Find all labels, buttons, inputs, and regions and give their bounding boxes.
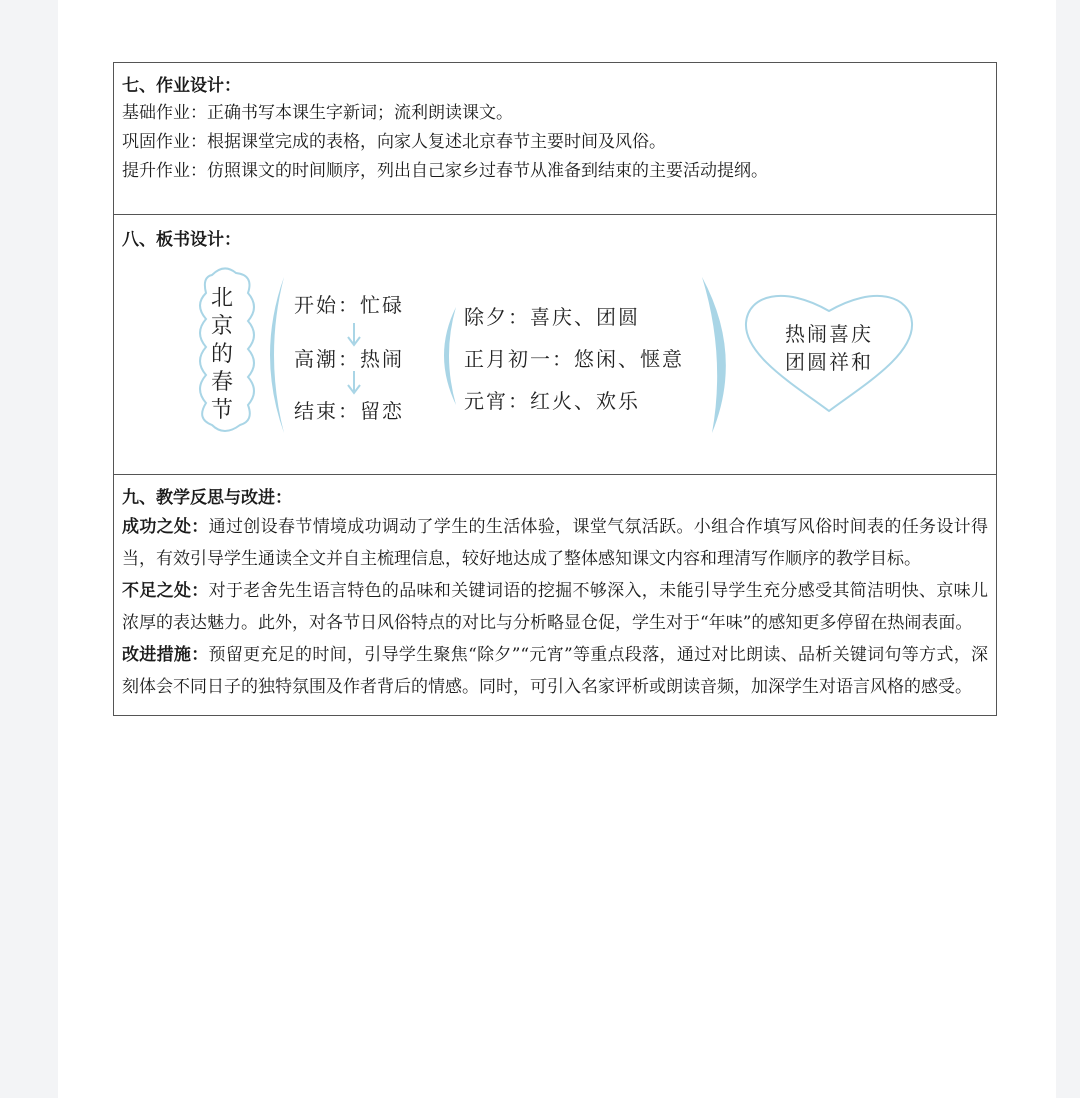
homework-basic: 基础作业：正确书写本课生字新词；流利朗读课文。 — [122, 103, 513, 123]
phase-climax: 高潮：热闹 — [294, 347, 404, 371]
success-lead: 成功之处： — [122, 517, 209, 537]
reflection-improvement — [122, 639, 988, 703]
board-design-title: 八、板书设计： — [122, 230, 241, 250]
arrow-down-icon — [348, 371, 360, 393]
topic-char: 春 — [210, 370, 233, 395]
reflection-shortcoming — [122, 575, 988, 639]
heart-line: 团圆祥和 — [785, 350, 873, 374]
success-text: 通过创设春节情境成功调动了学生的生活体验，课堂气氛活跃。小组合作填写风俗时间表的任务设计得当，有效引导学生通读全文并自主梳理信息，较好地达成了整体感知课文内容和理清写作顺序的教学目标。 — [122, 517, 989, 569]
brace-right — [702, 277, 726, 433]
topic-char: 京 — [210, 314, 233, 339]
reflection-success — [122, 511, 988, 575]
homework-advanced: 提升作业：仿照课文的时间顺序，列出自己家乡过春节从准备到结束的主要活动提纲。 — [122, 161, 768, 181]
heart-line: 热闹喜庆 — [785, 322, 873, 346]
day-eve: 除夕：喜庆、团圆 — [464, 305, 640, 329]
day-lantern: 元宵：红火、欢乐 — [464, 389, 640, 413]
improvement-lead: 改进措施： — [122, 645, 209, 665]
improvement-text: 预留更充足的时间，引导学生聚焦“除夕”“元宵”等重点段落，通过对比朗读、品析关键词句等方式，深刻体会不同日子的独特氛围及作者背后的情感。同时，可引入名家评析或朗读音频，加深学生对语言风格的感受。 — [122, 645, 989, 697]
shortcoming-lead: 不足之处： — [122, 581, 209, 601]
phase-end: 结束：留恋 — [294, 399, 404, 423]
lesson-plan-table — [113, 62, 997, 716]
topic-char: 节 — [210, 398, 233, 423]
phase-start: 开始：忙碌 — [294, 293, 404, 317]
shortcoming-text: 对于老舍先生语言特色的品味和关键词语的挖掘不够深入，未能引导学生充分感受其简洁明快、京味儿浓厚的表达魅力。此外，对各节日风俗特点的对比与分析略显仓促，学生对于“年味”的感知更多停留在热闹表面。 — [122, 581, 989, 633]
homework-title: 七、作业设计： — [122, 76, 241, 96]
day-first: 正月初一：悠闲、惬意 — [464, 347, 684, 371]
topic-char: 的 — [210, 342, 233, 367]
heart-text — [764, 320, 894, 376]
brace-middle — [444, 307, 456, 405]
topic-char: 北 — [210, 286, 233, 311]
homework-section — [114, 63, 996, 215]
brace-left — [270, 277, 284, 433]
board-design-section — [114, 215, 996, 475]
homework-consolidate: 巩固作业：根据课堂完成的表格，向家人复述北京春节主要时间及风俗。 — [122, 132, 666, 152]
board-topic — [202, 285, 242, 435]
reflection-section — [114, 475, 996, 715]
reflection-title: 九、教学反思与改进： — [122, 488, 292, 508]
arrow-down-icon — [348, 323, 360, 345]
